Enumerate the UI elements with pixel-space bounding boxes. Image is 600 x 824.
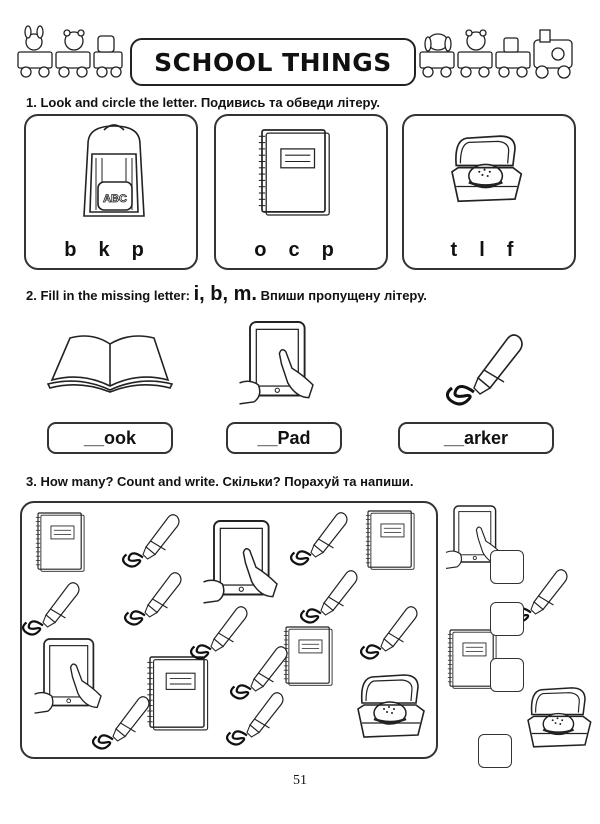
missing-letters: i, b, m. <box>193 283 257 305</box>
letter-option[interactable]: l <box>479 239 499 261</box>
letter-option[interactable]: c <box>288 239 314 261</box>
lunchbox-icon <box>528 688 591 747</box>
task2-prefix: 2. Fill in the missing letter: <box>26 288 190 303</box>
copybook-icon <box>284 627 332 685</box>
title-box <box>130 38 416 86</box>
task1-panel-copybook <box>214 114 388 270</box>
count-box[interactable] <box>478 734 512 768</box>
letter-option[interactable]: k <box>98 239 124 261</box>
count-box[interactable] <box>490 658 524 692</box>
tablet-icon <box>244 322 334 412</box>
word-box[interactable] <box>226 422 342 454</box>
tablet-icon <box>204 521 278 603</box>
letter-option[interactable]: f <box>506 239 528 261</box>
letter-option[interactable]: b <box>64 239 91 261</box>
word-box[interactable] <box>47 422 173 454</box>
backpack-label: ABC <box>103 193 127 205</box>
word-box[interactable] <box>398 422 554 454</box>
letter-options <box>216 239 386 262</box>
copybook-icon <box>147 657 207 730</box>
letter-options <box>26 239 196 262</box>
letter-option[interactable]: p <box>321 239 348 261</box>
task1-panel-backpack <box>24 114 198 270</box>
marker-icon <box>23 583 79 635</box>
scattered-items <box>22 503 436 757</box>
task3-panel <box>20 501 438 759</box>
count-box[interactable] <box>490 602 524 636</box>
train-left-icon <box>14 26 126 82</box>
task1-instruction: 1. Look and circle the letter. Подивись та обведи літеру. <box>26 95 381 110</box>
task2-instruction <box>26 283 427 306</box>
tablet-icon <box>35 639 102 713</box>
lunchbox-icon <box>358 675 424 737</box>
marker-icon <box>301 571 357 623</box>
letter-option[interactable]: p <box>131 239 158 261</box>
word-text: __Pad <box>257 427 311 448</box>
marker-icon <box>231 647 287 699</box>
marker-icon <box>125 573 181 625</box>
copybook-icon <box>262 130 342 220</box>
book-icon <box>46 330 176 392</box>
letter-option[interactable]: o <box>254 239 281 261</box>
marker-icon <box>446 330 536 420</box>
count-box[interactable] <box>490 550 524 584</box>
word-text: __arker <box>443 427 509 448</box>
marker-icon <box>361 607 417 659</box>
page-title: SCHOOL THINGS <box>154 47 392 77</box>
marker-icon <box>227 693 283 745</box>
marker-icon <box>291 513 347 565</box>
copybook-icon <box>366 511 414 569</box>
copybook-icon <box>36 513 84 571</box>
page-number: 51 <box>293 773 307 788</box>
marker-icon <box>93 697 149 749</box>
train-right-icon <box>418 26 578 82</box>
marker-icon <box>191 607 247 659</box>
marker-icon <box>123 515 179 567</box>
letter-option[interactable]: t <box>450 239 472 261</box>
task3-instruction: 3. How many? Count and write. Скільки? Порахуй та напиши. <box>26 474 414 489</box>
task1-panel-lunchbox <box>402 114 576 270</box>
letter-options <box>404 239 574 262</box>
word-text: __ook <box>83 427 137 448</box>
backpack-icon <box>74 124 154 224</box>
copybook-icon <box>448 630 496 688</box>
lunchbox-icon <box>452 134 532 214</box>
task2-suffix: Впиши пропущену літеру. <box>260 288 427 303</box>
